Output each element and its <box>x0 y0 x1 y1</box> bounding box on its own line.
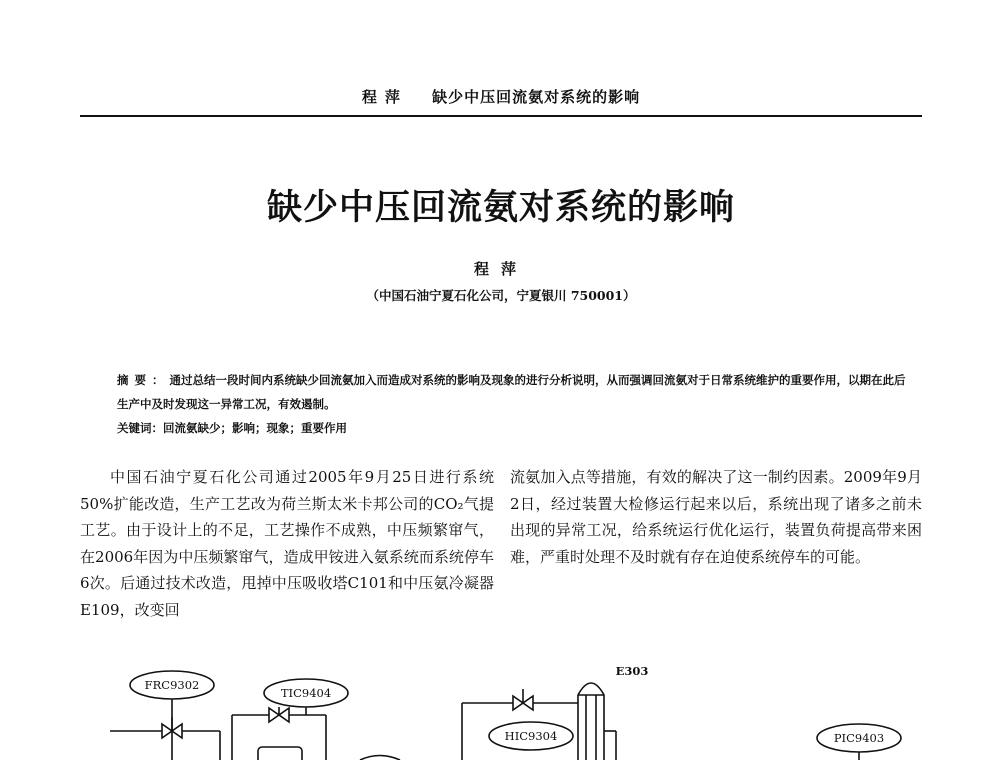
paper-title: 缺少中压回流氨对系统的影响 <box>266 187 735 228</box>
running-header <box>80 86 922 107</box>
vessel-tag: E303 <box>615 664 649 678</box>
abstract-paragraph <box>117 368 907 416</box>
body-left-paragraph: 中国石油宁夏石化公司通过2005年9月25日进行系统50%扩能改造，生产工艺改为荷兰斯太米卡邦公司的CO₂气提工艺。由于设计上的不足，工艺操作不成熟，中压频繁窜气，在2006年因为中压频繁窜气，造成甲铵进入氨系统而系统停车6次。后通过技术改造，甩掉中压吸收塔C101和中压氨冷凝器E109，改变回 <box>80 468 494 619</box>
pic-tag: PIC9403 <box>833 731 885 745</box>
frc-tag: FRC9302 <box>144 678 200 692</box>
body-right-column <box>510 464 922 570</box>
keywords-label: 关键词： <box>117 421 163 435</box>
process-flow-diagram <box>80 655 922 760</box>
running-header-author: 程萍 <box>361 88 408 106</box>
keywords-line <box>117 416 907 440</box>
body-right-paragraph: 流氨加入点等措施，有效的解决了这一制约因素。2009年9月2日，经过装置大检修运行起来以后，系统出现了诸多之前未出现的异常工况，给系统运行优化运行，装置负荷提高带来困难，严重时处理不及时就有存在迫使系统停车的可能。 <box>510 468 922 566</box>
body-left-column <box>80 464 494 623</box>
abstract-label: 摘要： <box>117 373 170 387</box>
hic-tag: HIC9304 <box>504 729 558 743</box>
abstract-text: 通过总结一段时间内系统缺少回流氨加入而造成对系统的影响及现象的进行分析说明，从而强调回流氨对于日常系统维护的重要作用，以期在此后生产中及时发现这一异常工况，有效遏制。 <box>117 373 906 411</box>
process-flow-svg <box>80 655 922 760</box>
affiliation: （中国石油宁夏石化公司，宁夏银川 750001） <box>366 288 636 303</box>
tic-tag: TIC9404 <box>280 686 332 700</box>
author-name: 程萍 <box>473 260 528 278</box>
keywords-text: 回流氨缺少；影响；现象；重要作用 <box>163 421 347 435</box>
running-header-title: 缺少中压回流氨对系统的影响 <box>432 88 641 106</box>
header-rule <box>80 115 922 117</box>
abstract <box>117 368 907 440</box>
